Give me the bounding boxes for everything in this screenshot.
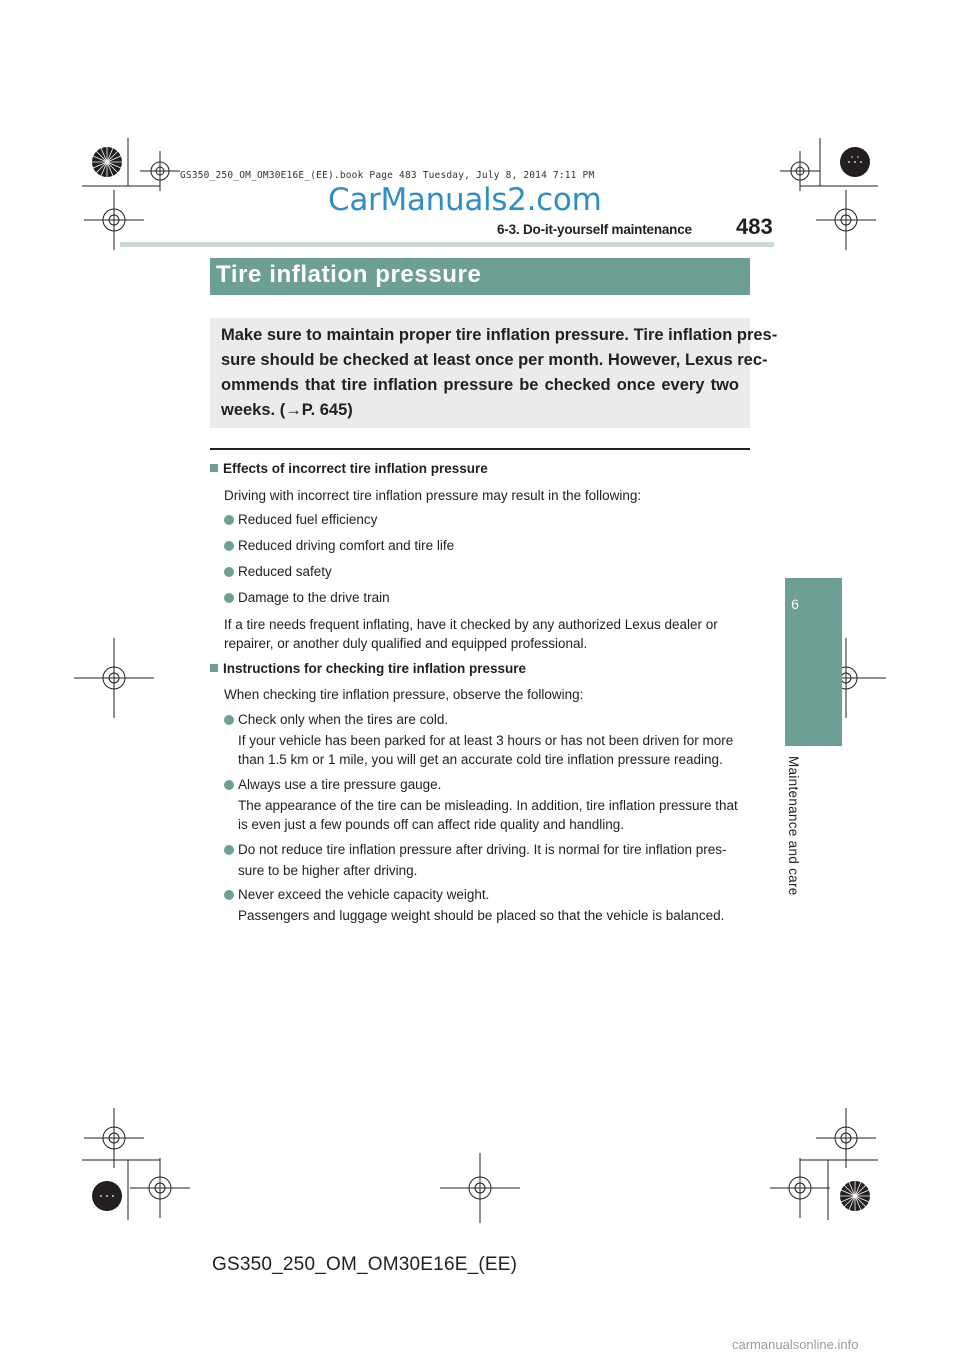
list-item (224, 538, 454, 553)
page-number: 483 (736, 214, 773, 239)
print-stamp: GS350_250_OM_OM30E16E_(EE).book Page 483 Tuesday, July 8, 2014 7:11 PM (180, 170, 595, 181)
starburst-icon (838, 1179, 872, 1213)
list-item-detail: sure to be higher after driving. (238, 863, 418, 878)
list-item (224, 712, 448, 727)
list-item-text: Reduced safety (238, 564, 332, 579)
list-item (224, 887, 489, 902)
paragraph: If a tire needs frequent inflating, have it checked by any authorized Lexus dealer or (224, 617, 718, 632)
registration-dot-icon (90, 1179, 124, 1213)
section-divider (210, 448, 750, 450)
bullet-dot-icon (224, 890, 234, 900)
intro-line: ommends that tire inflation pressure be checked once every two (221, 376, 739, 394)
crosshair-icon (770, 1158, 830, 1218)
bullet-dot-icon (224, 541, 234, 551)
paragraph: repairer, or another duly qualified and equipped professional. (224, 636, 588, 651)
bullet-dot-icon (224, 567, 234, 577)
bullet-dot-icon (224, 780, 234, 790)
section-heading (210, 461, 488, 476)
list-item-text: Reduced driving comfort and tire life (238, 538, 455, 553)
watermark-bottom[interactable]: carmanualsonline.info (732, 1337, 859, 1352)
list-item (224, 512, 377, 527)
list-item-text: Damage to the drive train (238, 590, 390, 605)
section-heading (210, 661, 526, 676)
registration-dot-icon (838, 145, 872, 179)
list-item-text: Do not reduce tire inflation pressure after driving. It is normal for tire inflation pres- (238, 842, 727, 857)
crosshair-icon (74, 638, 154, 718)
list-item-detail: If your vehicle has been parked for at least 3 hours or has not been driven for more (238, 733, 734, 748)
intro-line-page-link[interactable]: weeks. (→P. 645) (221, 401, 353, 419)
heading-text: Instructions for checking tire inflation pressure (223, 661, 527, 676)
intro-line: sure should be checked at least once per month. However, Lexus rec- (221, 351, 768, 369)
list-item-detail: Passengers and luggage weight should be placed so that the vehicle is balanced. (238, 908, 725, 923)
chapter-name: Maintenance and care (786, 756, 801, 896)
chapter-number: 6 (791, 596, 799, 612)
bullet-dot-icon (224, 593, 234, 603)
watermark-top[interactable]: CarManuals2.com (328, 182, 602, 218)
list-item (224, 564, 332, 579)
list-item-text: Never exceed the vehicle capacity weight. (238, 887, 490, 902)
list-item-text: Reduced fuel efficiency (238, 512, 378, 527)
heading-text: Effects of incorrect tire inflation pressure (223, 461, 488, 476)
intro-line: Make sure to maintain proper tire inflation pressure. Tire inflation pres- (221, 326, 778, 344)
manual-code: GS350_250_OM_OM30E16E_(EE) (212, 1254, 518, 1275)
crosshair-icon (780, 151, 820, 191)
section-title: 6-3. Do-it-yourself maintenance (497, 222, 692, 237)
starburst-icon (90, 145, 124, 179)
list-item-detail: is even just a few pounds off can affect ride quality and handling. (238, 817, 625, 832)
list-item (224, 842, 726, 857)
list-item (224, 777, 441, 792)
paragraph: Driving with incorrect tire inflation pressure may result in the following: (224, 488, 642, 503)
crosshair-icon (84, 190, 144, 250)
bullet-dot-icon (224, 845, 234, 855)
paragraph: When checking tire inflation pressure, observe the following: (224, 687, 584, 702)
crosshair-icon (440, 1153, 520, 1223)
list-item-text: Check only when the tires are cold. (238, 712, 449, 727)
header-rule (120, 242, 774, 247)
square-bullet-icon (210, 664, 218, 672)
list-item (224, 590, 390, 605)
square-bullet-icon (210, 464, 218, 472)
list-item-detail: than 1.5 km or 1 mile, you will get an accurate cold tire inflation pressure reading. (238, 752, 723, 767)
crosshair-icon (816, 190, 876, 250)
list-item-detail: The appearance of the tire can be misleading. In addition, tire inflation pressure that (238, 798, 738, 813)
crosshair-icon (140, 151, 180, 191)
crosshair-icon (130, 1158, 190, 1218)
bullet-dot-icon (224, 715, 234, 725)
bullet-dot-icon (224, 515, 234, 525)
list-item-text: Always use a tire pressure gauge. (238, 777, 442, 792)
page-title: Tire inflation pressure (216, 261, 482, 288)
